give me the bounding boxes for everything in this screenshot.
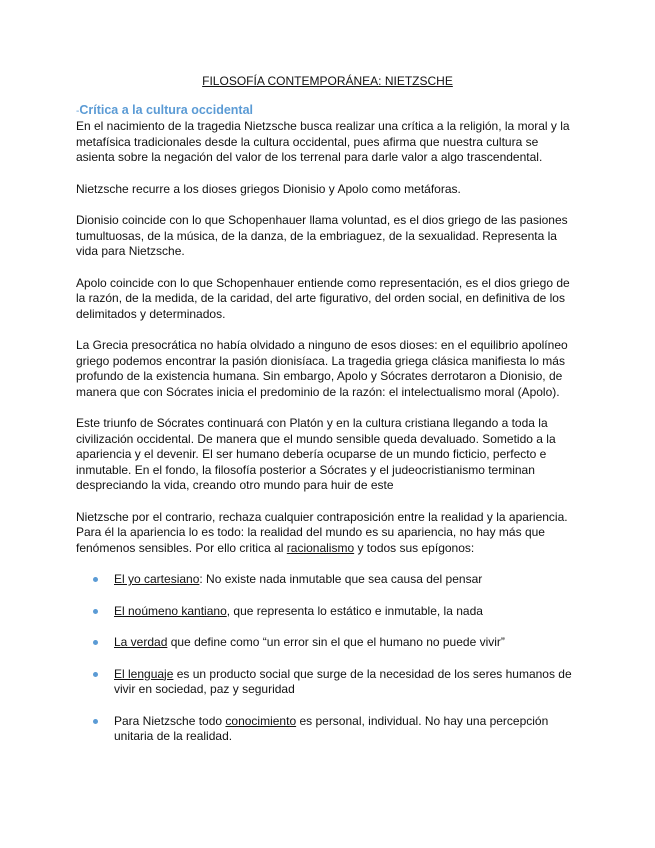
bullet-dot-icon xyxy=(93,719,98,724)
list-item: El yo cartesiano: No existe nada inmutable que sea causa del pensar xyxy=(114,572,579,588)
section-heading xyxy=(76,103,579,120)
critique-list xyxy=(76,572,579,745)
list-item: La verdad que define como “un error sin el que el humano no puede vivir” xyxy=(114,635,579,651)
list-item-term: El noúmeno kantiano xyxy=(114,603,227,618)
bullet-dot-icon xyxy=(93,672,98,677)
section-heading-prefix: - xyxy=(76,105,80,117)
paragraph: Este triunfo de Sócrates continuará con Platón y en la cultura cristiana llegando a toda la civilización occidental. De manera que el mundo sensible queda devaluado. Sometido a la apariencia y el devenir. El ser humano debería ocuparse de un mundo ficticio, perfecto e inmutable. En el fondo, la filosofía posterior a Sócrates y el judeocristianismo terminan despreciando la vida, creando otro mundo para huir de este xyxy=(76,416,556,492)
section-heading-text: Crítica a la cultura occidental xyxy=(79,102,254,117)
paragraph: Dionisio coincide con lo que Schopenhauer llama voluntad, es el dios griego de las pasiones tumultuosas, de la música, de la danza, de la embriaguez, de la sexualidad. Representa la vida para Nietzsche. xyxy=(76,213,568,258)
bullet-dot-icon xyxy=(93,640,98,645)
list-item: El noúmeno kantiano, que representa lo estático e inmutable, la nada xyxy=(114,604,579,620)
list-item-term: conocimiento xyxy=(225,713,297,728)
intro-text-after: y todos sus epígonos: xyxy=(354,540,475,555)
list-item: El lenguaje es un producto social que surge de la necesidad de los seres humanos de vivir en sociedad, paz y seguridad xyxy=(114,667,579,698)
racionalismo-term: racionalismo xyxy=(286,540,355,555)
list-item-term: La verdad xyxy=(114,635,168,649)
bullet-dot-icon xyxy=(93,577,98,582)
document-title: FILOSOFÍA CONTEMPORÁNEA: NIETZSCHE xyxy=(202,74,453,88)
bullet-dot-icon xyxy=(93,609,98,614)
list-item-term: El yo cartesiano xyxy=(114,572,200,586)
paragraph: La Grecia presocrática no había olvidado a ninguno de esos dioses: en el equilibrio apolíneo griego podemos encontrar la pasión dionisíaca. La tragedia griega clásica manifiesta lo más profundo de la existencia humana. Sin embargo, Apolo y Sócrates derrotaron a Dionisio, de manera que con Sócrates inicia el predominio de la razón: el intelectualismo moral (Apolo). xyxy=(76,338,568,399)
intro-paragraph xyxy=(76,510,579,557)
paragraph: Nietzsche recurre a los dioses griegos Dionisio y Apolo como metáforas. xyxy=(76,181,461,196)
list-item: Para Nietzsche todo conocimiento es personal, individual. No hay una percepción unitaria de la realidad. xyxy=(114,714,579,745)
paragraph: Apolo coincide con lo que Schopenhauer entiende como representación, es el dios griego de la razón, de la medida, de la caridad, del arte figurativo, del orden social, en definitiva de los delimitados y determinados. xyxy=(76,275,570,321)
list-item-term: El lenguaje xyxy=(114,666,174,681)
paragraph: En el nacimiento de la tragedia Nietzsche busca realizar una crítica a la religión, la moral y la metafísica tradicionales desde la cultura occidental, pues afirma que nuestra cultura se asienta sobre la negación del valor de los terrenal para darle valor a algo trascendental. xyxy=(76,119,570,164)
intro-text-before: Nietzsche por el contrario, rechaza cualquier contraposición entre la realidad y la apariencia. Para él la apariencia lo es todo: la realidad del mundo es su apariencia, no hay más que fenómenos sensibles. Por ello critica al xyxy=(76,509,568,555)
